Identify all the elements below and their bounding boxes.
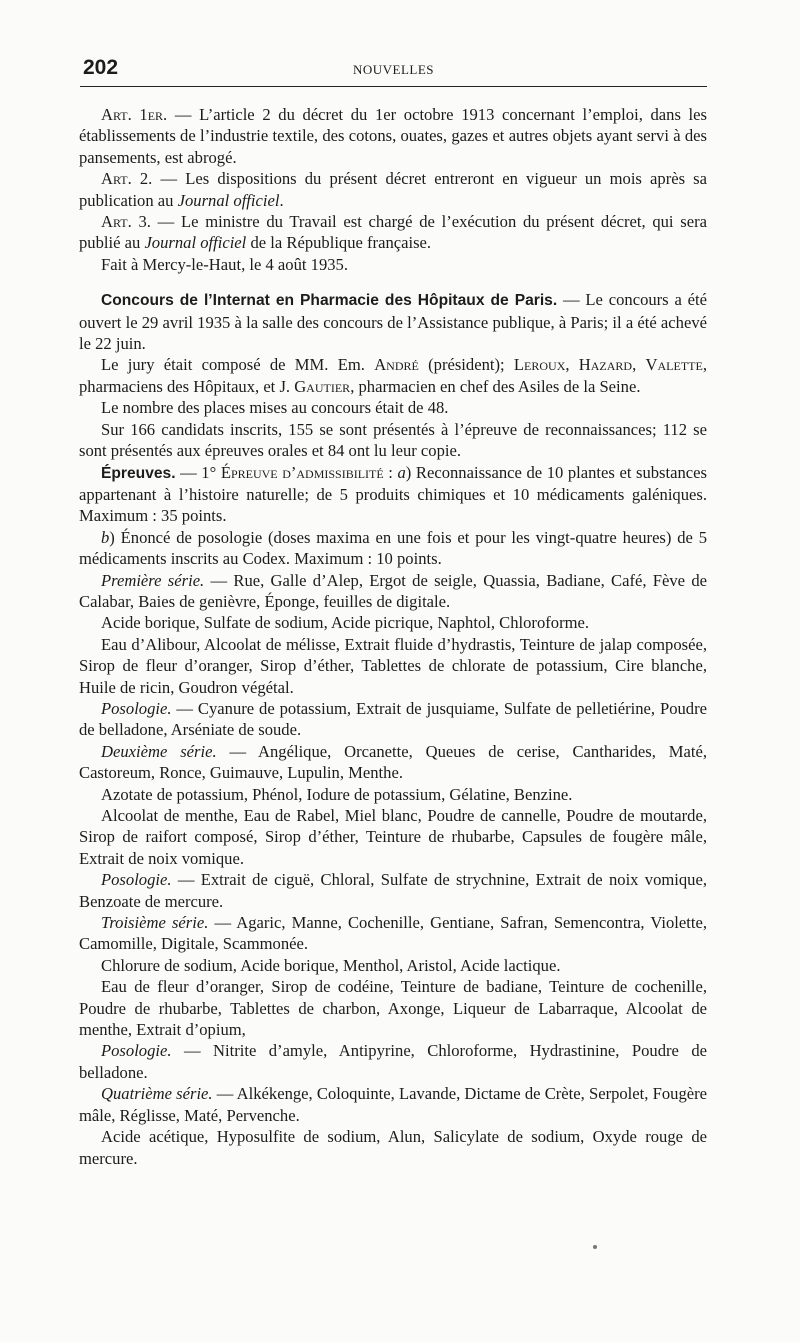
epreuve-title: Épreuve d’admissibilité xyxy=(220,462,384,482)
posologie-label: Posologie. xyxy=(101,1041,172,1061)
article-1 xyxy=(79,104,707,168)
jury-name: Gautier xyxy=(294,376,351,396)
enonce-paragraph xyxy=(79,527,707,570)
jury-text: , pharmacien en chef des Asiles de la Seine. xyxy=(350,376,641,396)
serie-3-posologie xyxy=(79,1040,707,1083)
serie-2-paragraph xyxy=(79,741,707,784)
article-text: de la République française. xyxy=(246,233,432,253)
jury-text: (président); xyxy=(418,355,514,375)
serie-text: — Angélique, Orcanette, Queues de cerise, Cantharides, Maté, Castoreum, Ronce, Guimauve, Lupulin, Menthe. xyxy=(79,741,708,783)
serie-1-paragraph xyxy=(79,570,707,613)
page-header xyxy=(80,56,707,87)
jury-text: Le jury était composé de MM. Em. xyxy=(101,355,375,375)
epreuves-text: — 1° xyxy=(175,462,221,482)
epreuves-label: Épreuves. xyxy=(101,464,176,482)
enonce-text: ) Énoncé de posologie (doses maxima en une fois et pour les vingt-quatre heures) de 5 médicaments inscrits au Codex. Maximum : 10 points. xyxy=(79,527,707,569)
posologie-text: — Cyanure de potassium, Extrait de jusquiame, Sulfate de pelletiérine, Poudre de belladone, Arséniate de soude. xyxy=(79,698,707,740)
serie-1-posologie xyxy=(79,698,707,741)
article-label: Art. 3. xyxy=(101,212,151,232)
places-paragraph: Le nombre des places mises au concours était de 48. xyxy=(101,398,449,418)
article-text: — Le ministre du Travail est chargé de l’exécution du présent décret, qui sera publié au xyxy=(79,212,707,253)
serie-2-posologie xyxy=(79,869,707,912)
section-heading: Concours de l’Internat en Pharmacie des Hôpitaux de Paris. xyxy=(101,292,558,310)
posologie-label: Posologie. xyxy=(101,698,172,718)
item-letter: a xyxy=(397,462,406,482)
posologie-text: — Nitrite d’amyle, Antipyrine, Chloroforme, Hydrastinine, Poudre de belladone. xyxy=(79,1041,707,1082)
concours-text: — Le concours a été ouvert le 29 avril 1935 à la salle des concours de l’Assistance publique, à Paris; il a été achevé le 22 juin. xyxy=(79,290,707,354)
epreuves-text: ) Reconnaissance de 10 plantes et substances appartenant à l’histoire naturelle; de 5 produits chimiques et 10 médicaments galéniques. Maximum : 35 points. xyxy=(79,462,707,526)
article-text: — Les dispositions du présent décret entreront en vigueur un mois après sa publication au xyxy=(79,169,708,210)
running-title: NOUVELLES xyxy=(352,62,435,77)
jury-name: Leroux xyxy=(513,355,566,375)
page-number: 202 xyxy=(83,56,119,79)
jury-text: , pharmaciens des Hôpitaux, et J. xyxy=(79,355,707,396)
jury-name: Hazard xyxy=(578,355,633,375)
candidats-paragraph: Sur 166 candidats inscrits, 155 se sont présentés à l’épreuve de reconnaissances; 112 se sont présentés aux épreuves orales et 84 ont lu leur copie. xyxy=(79,419,707,461)
paper-speck xyxy=(593,1245,597,1249)
serie-4-chemicals: Acide acétique, Hyposulfite de sodium, Alun, Salicylate de sodium, Oxyde rouge de mercure. xyxy=(79,1127,707,1168)
epreuves-paragraph xyxy=(79,462,707,527)
serie-3-paragraph xyxy=(79,912,707,955)
journal-title: Journal officiel xyxy=(144,233,247,253)
posologie-text: — Extrait de ciguë, Chloral, Sulfate de strychnine, Extrait de noix vomique, Benzoate de mercure. xyxy=(79,870,707,911)
serie-1-chemicals: Acide borique, Sulfate de sodium, Acide picrique, Naphtol, Chloroforme. xyxy=(101,613,590,633)
serie-2-galenics: Alcoolat de menthe, Eau de Rabel, Miel blanc, Poudre de cannelle, Poudre de moutarde, Sirop de raifort composé, Sirop d’éther, Teinture de rhubarbe, Capsules de fougère mâle, Extrait de noix vomique. xyxy=(79,806,707,868)
serie-1-galenics: Eau d’Alibour, Alcoolat de mélisse, Extrait fluide d’hydrastis, Teinture de jalap composée, Sirop de fleur d’oranger, Sirop d’éther, Tablettes de chlorate de potassium, Cire blanche, Huile de ricin, Goudron végétal. xyxy=(79,634,707,697)
page-body xyxy=(79,104,707,1169)
concours-paragraph xyxy=(79,289,707,354)
serie-3-galenics: Eau de fleur d’oranger, Sirop de codéine, Teinture de badiane, Teinture de cochenille, Poudre de rhubarbe, Tablettes de charbon, Axonge, Liqueur de Labarraque, Alcoolat de menthe, Extrait d’opium, xyxy=(79,977,707,1040)
article-label: Art. 1er. xyxy=(101,105,168,124)
serie-4-paragraph xyxy=(79,1083,707,1126)
serie-label: Quatrième série. xyxy=(101,1084,213,1104)
jury-name: Valette xyxy=(645,355,703,375)
epreuves-text: : xyxy=(383,462,398,482)
serie-label: Deuxième série. xyxy=(101,741,217,761)
journal-title: Journal officiel xyxy=(177,190,280,210)
jury-text: , xyxy=(632,355,646,375)
serie-label: Première série. xyxy=(101,570,205,590)
signature-line: Fait à Mercy-le-Haut, le 4 août 1935. xyxy=(101,254,348,274)
article-2 xyxy=(79,168,707,211)
serie-2-chemicals: Azotate de potassium, Phénol, Iodure de potassium, Gélatine, Benzine. xyxy=(101,784,573,804)
posologie-label: Posologie. xyxy=(101,870,172,890)
article-text: . xyxy=(279,190,284,210)
jury-text: , xyxy=(565,355,579,375)
article-3 xyxy=(79,211,707,254)
jury-name: André xyxy=(374,355,419,375)
serie-label: Troisième série. xyxy=(101,913,209,933)
serie-text: — Agaric, Manne, Cochenille, Gentiane, Safran, Semencontra, Violette, Camomille, Digitale, Scammonée. xyxy=(79,913,707,954)
serie-text: — Rue, Galle d’Alep, Ergot de seigle, Quassia, Badiane, Café, Fève de Calabar, Baies de genièvre, Éponge, feuilles de digitale. xyxy=(79,570,707,611)
jury-paragraph xyxy=(79,354,707,397)
serie-text: — Alkékenge, Coloquinte, Lavande, Dictame de Crète, Serpolet, Fougère mâle, Réglisse, Maté, Pervenche. xyxy=(79,1084,707,1125)
serie-3-chemicals: Chlorure de sodium, Acide borique, Menthol, Aristol, Acide lactique. xyxy=(101,955,561,975)
item-letter: b xyxy=(101,527,110,547)
article-text: — L’article 2 du décret du 1er octobre 1913 concernant l’emploi, dans les établissements de l’industrie textile, des cotons, ouates, gazes et autres objets ayant servi à des pansements, est abrogé. xyxy=(79,105,707,167)
article-label: Art. 2. xyxy=(101,169,153,189)
